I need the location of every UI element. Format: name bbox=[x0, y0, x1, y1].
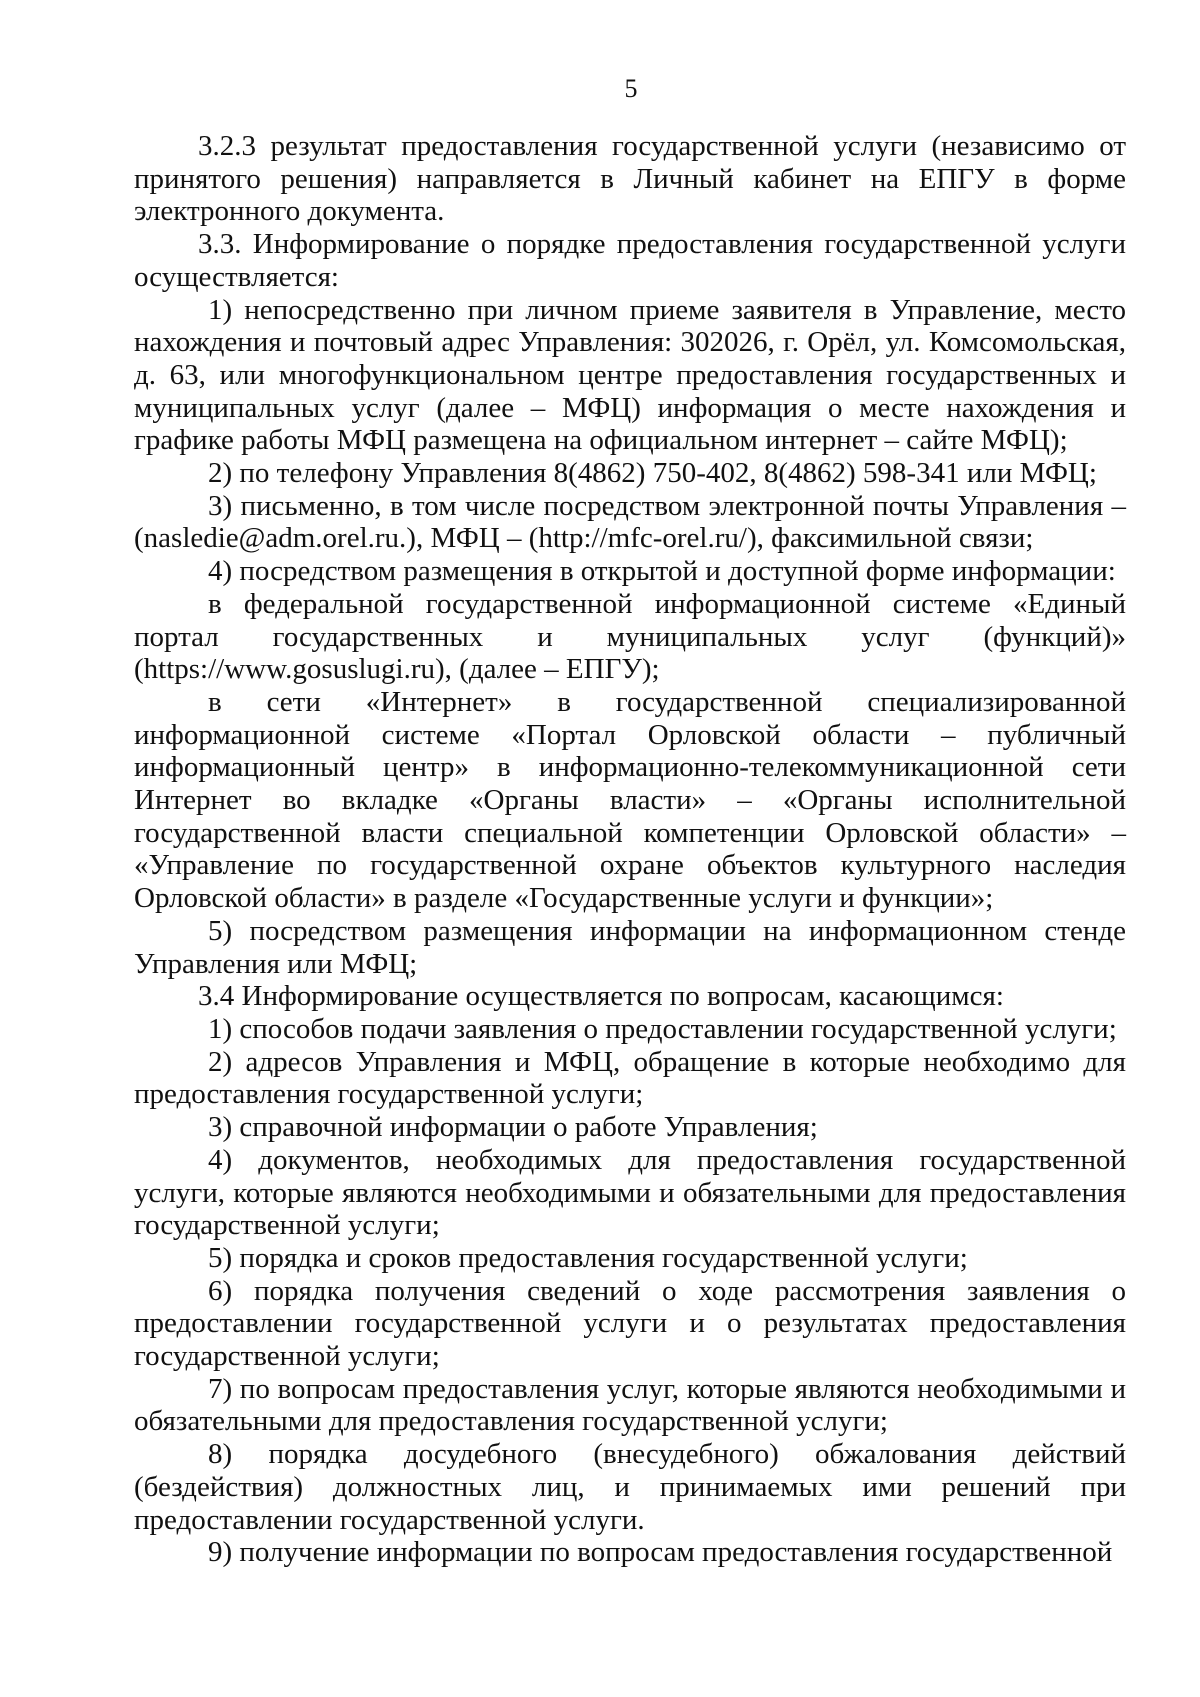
paragraph-3-3-item-2: 2) по телефону Управления 8(4862) 750-402, 8(4862) 598-341 или МФЦ; bbox=[208, 457, 1097, 490]
paragraph-3-4-item-4: 4) документов, необходимых для предоставления государственной услуги, которые являются необходимыми и обязательными для предоставления государственной услуги; bbox=[134, 1143, 1126, 1242]
paragraph-3-4: 3.4 Информирование осуществляется по вопросам, касающимся: bbox=[198, 980, 1004, 1013]
paragraph-epgu: в федеральной государственной информационной системе «Единый портал государственных и муниципальных услуг (функций)» (https://www.gosuslugi.ru), (далее – ЕПГУ); bbox=[134, 587, 1126, 686]
paragraph-3-2-3: 3.2.3 результат предоставления государственной услуги (независимо от принятого решения) направляется в Личный кабинет на ЕПГУ в форме электронного документа. bbox=[134, 130, 1126, 228]
paragraph-portal: в сети «Интернет» в государственной специализированной информационной системе «Портал Орловской области – публичный информационный центр» в информационно-телекоммуникационной сети Интернет во вкладке «Органы власти» – «Органы исполнительной государственной власти специальной компетенции Орловской области» – «Управление по государственной охране объектов культурного наследия Орловской области» в разделе «Государственные услуги и функции»; bbox=[134, 685, 1126, 915]
paragraph-3-4-item-9: 9) получение информации по вопросам предоставления государственной bbox=[208, 1536, 1113, 1569]
paragraph-3-3-item-4: 4) посредством размещения в открытой и доступной форме информации: bbox=[208, 555, 1116, 588]
document-body bbox=[134, 130, 1126, 1569]
paragraph-3-4-item-2: 2) адресов Управления и МФЦ, обращение в которые необходимо для предоставления государственной услуги; bbox=[134, 1045, 1126, 1111]
paragraph-3-4-item-3: 3) справочной информации о работе Управления; bbox=[208, 1111, 818, 1144]
paragraph-3-3-item-5: 5) посредством размещения информации на информационном стенде Управления или МФЦ; bbox=[134, 914, 1126, 980]
paragraph-3-3-item-1: 1) непосредственно при личном приеме заявителя в Управление, место нахождения и почтовый адрес Управления: 302026, г. Орёл, ул. Комсомольская, д. 63, или многофункциональном центре предоставления государственных и муниципальных услуг (далее – МФЦ) информация о месте нахождения и графике работы МФЦ размещена на официальном интернет – сайте МФЦ); bbox=[134, 293, 1126, 457]
paragraph-3-4-item-6: 6) порядка получения сведений о ходе рассмотрения заявления о предоставлении государственной услуги и о результатах предоставления государственной услуги; bbox=[134, 1274, 1126, 1373]
paragraph-3-4-item-8: 8) порядка досудебного (внесудебного) обжалования действий (бездействия) должностных лиц, и принимаемых ими решений при предоставлении государственной услуги. bbox=[134, 1438, 1126, 1536]
paragraph-3-3: 3.3. Информирование о порядке предоставления государственной услуги осуществляется: bbox=[134, 228, 1126, 293]
paragraph-3-4-item-1: 1) способов подачи заявления о предоставлении государственной услуги; bbox=[208, 1012, 1117, 1045]
paragraph-3-4-item-5: 5) порядка и сроков предоставления государственной услуги; bbox=[208, 1241, 968, 1274]
paragraph-3-4-item-7: 7) по вопросам предоставления услуг, которые являются необходимыми и обязательными для предоставления государственной услуги; bbox=[134, 1372, 1126, 1438]
page-number: 5 bbox=[624, 74, 638, 103]
paragraph-3-3-item-3: 3) письменно, в том числе посредством электронной почты Управления – (nasledie@adm.orel.ru.), МФЦ – (http://mfc-orel.ru/), факсимильной связи; bbox=[134, 489, 1126, 555]
